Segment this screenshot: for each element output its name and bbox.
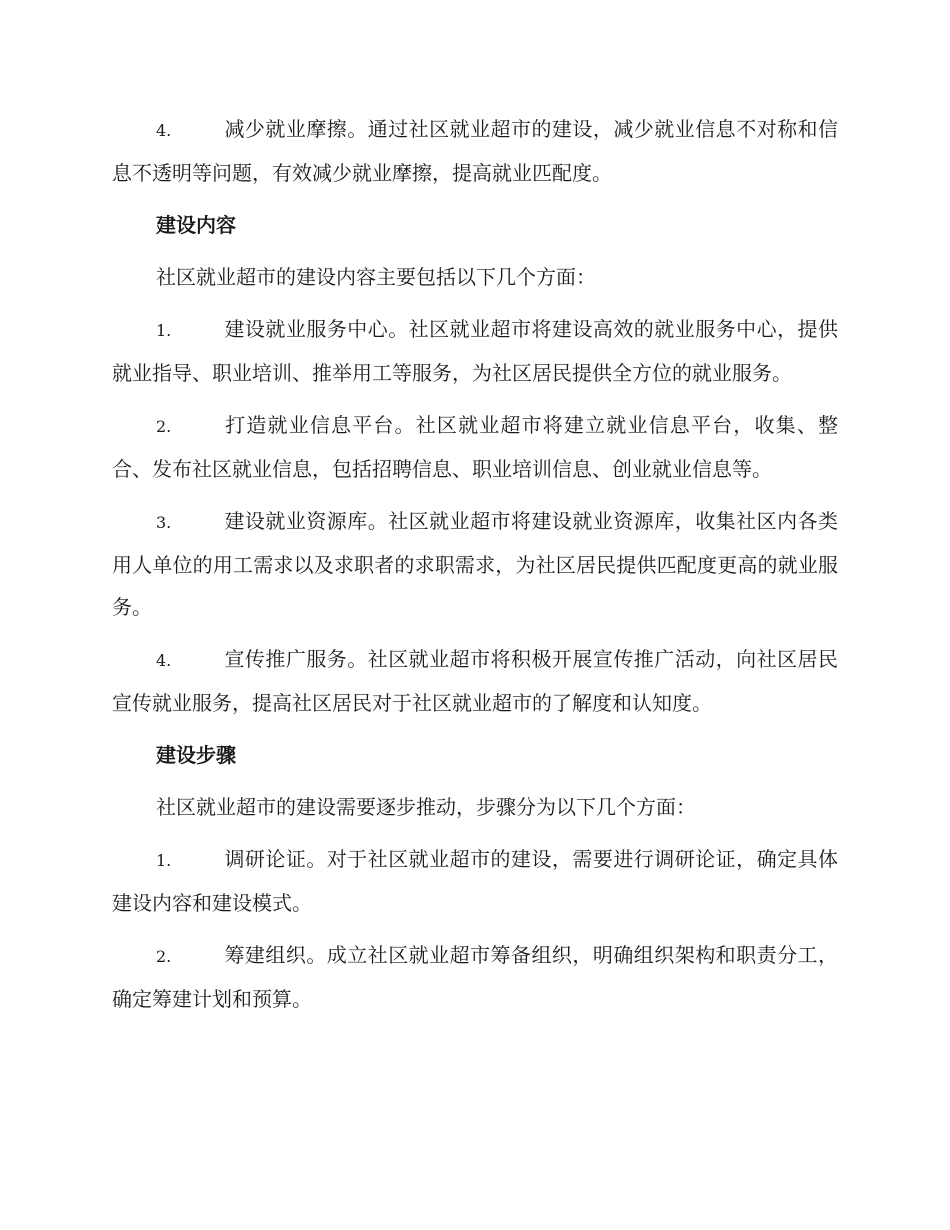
list-item [112, 838, 838, 924]
list-item [112, 404, 838, 490]
list-item-number: 2. [156, 947, 172, 966]
section-intro-content: 社区就业超市的建设内容主要包括以下几个方面： [156, 265, 596, 289]
list-item-text: 打造就业信息平台。社区就业超市将建立就业信息平台，收集、整合、发布社区就业信息，包括招聘信息、职业培训信息、创业就业信息等。 [112, 413, 838, 481]
list-item-text: 宣传推广服务。社区就业超市将积极开展宣传推广活动，向社区居民宣传就业服务，提高社区居民对于社区就业超市的了解度和认知度。 [112, 647, 838, 715]
list-item [112, 934, 838, 1020]
section-intro-steps: 社区就业超市的建设需要逐步推动，步骤分为以下几个方面： [156, 795, 696, 819]
list-item-number: 4. [156, 651, 172, 670]
section-heading-content: 建设内容 [156, 213, 236, 237]
list-item-number: 3. [156, 513, 172, 532]
list-item [112, 500, 838, 628]
list-item [112, 308, 838, 394]
section-heading-steps: 建设步骤 [156, 743, 236, 767]
list-item [112, 108, 838, 194]
list-item-number: 4. [156, 121, 172, 140]
list-item-text: 减少就业摩擦。通过社区就业超市的建设，减少就业信息不对称和信息不透明等问题，有效减少就业摩擦，提高就业匹配度。 [112, 117, 838, 185]
list-item-number: 1. [156, 321, 172, 340]
list-item [112, 638, 838, 724]
list-item-text: 调研论证。对于社区就业超市的建设，需要进行调研论证，确定具体建设内容和建设模式。 [112, 847, 838, 915]
list-item-text: 筹建组织。成立社区就业超市筹备组织，明确组织架构和职责分工，确定筹建计划和预算。 [112, 943, 838, 1011]
list-item-number: 2. [156, 417, 172, 436]
list-item-text: 建设就业服务中心。社区就业超市将建设高效的就业服务中心，提供就业指导、职业培训、推举用工等服务，为社区居民提供全方位的就业服务。 [112, 317, 838, 385]
list-item-text: 建设就业资源库。社区就业超市将建设就业资源库，收集社区内各类用人单位的用工需求以及求职者的求职需求，为社区居民提供匹配度更高的就业服务。 [112, 509, 838, 619]
list-item-number: 1. [156, 851, 172, 870]
